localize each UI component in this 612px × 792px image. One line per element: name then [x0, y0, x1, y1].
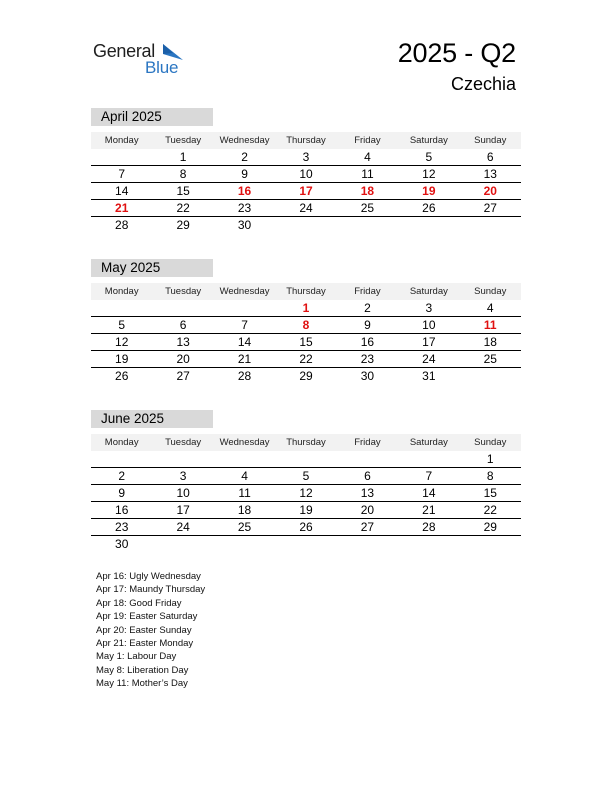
day-cell: [91, 451, 152, 467]
day-cell: [275, 536, 336, 552]
page-title: 2025 - Q2: [397, 38, 516, 68]
weekday-label: Thursday: [286, 135, 326, 146]
day-cell: 7: [241, 318, 248, 332]
holiday-note: May 1: Labour Day: [96, 651, 177, 663]
day-cell: 5: [425, 150, 433, 164]
day-cell: 4: [486, 301, 494, 315]
day-cell: 12: [422, 167, 436, 181]
week-row: [91, 368, 521, 384]
holiday-note: Apr 20: Easter Sunday: [96, 624, 192, 636]
day-cell: 24: [176, 520, 190, 534]
day-cell: [152, 451, 213, 467]
day-cell: 12: [115, 335, 129, 349]
holiday-note: Apr 17: Maundy Thursday: [96, 584, 206, 596]
week-row: [91, 317, 521, 334]
week-row: [91, 519, 521, 536]
day-cell: 24: [422, 352, 436, 366]
day-cell: 7: [425, 469, 433, 483]
day-cell: 6: [364, 469, 371, 483]
day-cell: 11: [238, 486, 251, 500]
day-cell: 1: [179, 150, 187, 164]
day-cell: 16: [360, 335, 375, 349]
day-cell: 8: [179, 167, 187, 181]
day-cell: 30: [360, 369, 375, 383]
holiday-note: Apr 19: Easter Saturday: [96, 611, 198, 623]
day-cell: [460, 217, 521, 233]
day-cell: 26: [115, 369, 129, 383]
week-row: [91, 183, 521, 200]
day-cell: 19: [422, 184, 436, 198]
weekday-label: Monday: [104, 437, 139, 448]
day-cell: 28: [422, 520, 436, 534]
logo-blue-text: Blue: [145, 58, 179, 77]
day-cell: [91, 149, 152, 165]
country-name: Czechia: [450, 74, 516, 94]
weekday-label: Thursday: [286, 286, 326, 297]
day-cell: 29: [299, 369, 313, 383]
week-row: [91, 217, 521, 233]
day-cell: 30: [115, 537, 129, 551]
day-cell: 6: [486, 150, 494, 164]
day-cell: 6: [179, 318, 187, 332]
day-cell: 26: [422, 201, 436, 215]
day-cell: 21: [422, 503, 436, 517]
day-cell: 13: [176, 335, 190, 349]
month-may: [91, 259, 521, 384]
day-cell: 3: [425, 301, 433, 315]
day-cell: 10: [176, 486, 190, 500]
weekday-label: Thursday: [286, 437, 326, 448]
day-cell: 22: [176, 201, 190, 215]
holiday-list: [96, 570, 205, 691]
week-row: [91, 149, 521, 166]
day-cell: [398, 217, 459, 233]
day-cell: 15: [176, 184, 190, 198]
week-row: [91, 485, 521, 502]
day-cell: 9: [364, 318, 371, 332]
day-cell: 29: [176, 218, 190, 232]
week-row: [91, 200, 521, 217]
day-cell: 18: [360, 184, 375, 198]
weekday-label: Sunday: [474, 286, 507, 297]
day-cell: 22: [483, 503, 497, 517]
day-cell: 13: [483, 167, 497, 181]
weekday-header: [91, 132, 521, 149]
day-cell: 14: [237, 335, 252, 349]
day-cell: 11: [483, 318, 497, 332]
day-cell: 2: [364, 301, 371, 315]
holiday-note: Apr 16: Ugly Wednesday: [96, 571, 201, 582]
day-cell: 16: [237, 184, 252, 198]
day-cell: 30: [237, 218, 252, 232]
day-cell: 14: [422, 486, 436, 500]
day-cell: 27: [176, 369, 190, 383]
day-cell: 18: [237, 503, 252, 517]
day-cell: 11: [361, 167, 374, 181]
day-cell: 29: [483, 520, 497, 534]
day-cell: 16: [115, 503, 129, 517]
month-title: April 2025: [91, 108, 213, 126]
weekday-label: Wednesday: [219, 437, 270, 448]
day-cell: 3: [302, 150, 310, 164]
week-row: [91, 536, 521, 552]
holiday-note: Apr 21: Easter Monday: [96, 638, 194, 650]
day-cell: 13: [360, 486, 375, 500]
weekday-label: Monday: [104, 286, 139, 297]
weekday-label: Saturday: [409, 135, 448, 146]
day-cell: 1: [302, 301, 310, 315]
day-cell: 17: [422, 335, 436, 349]
day-cell: 2: [241, 150, 248, 164]
week-rows: [91, 451, 521, 552]
day-cell: [275, 451, 336, 467]
day-cell: [214, 300, 275, 316]
day-cell: 24: [299, 201, 313, 215]
day-cell: 25: [360, 201, 375, 215]
weekday-label: Friday: [354, 437, 381, 448]
weekday-header: [91, 434, 521, 451]
day-cell: 25: [237, 520, 252, 534]
day-cell: 12: [299, 486, 313, 500]
weekday-label: Friday: [354, 135, 381, 146]
weekday-label: Tuesday: [165, 286, 202, 297]
month-june: [91, 410, 521, 552]
week-rows: [91, 300, 521, 384]
day-cell: 19: [299, 503, 313, 517]
day-cell: [337, 451, 398, 467]
week-row: [91, 351, 521, 368]
weekday-header: [91, 283, 521, 300]
day-cell: 20: [483, 184, 497, 198]
day-cell: 28: [237, 369, 252, 383]
weekday-label: Saturday: [409, 437, 448, 448]
day-cell: 8: [486, 469, 494, 483]
day-cell: [91, 300, 152, 316]
week-row: [91, 300, 521, 317]
day-cell: 7: [118, 167, 126, 181]
day-cell: [337, 536, 398, 552]
weekday-label: Wednesday: [219, 286, 270, 297]
holiday-note: Apr 18: Good Friday: [96, 597, 182, 609]
day-cell: [214, 451, 275, 467]
day-cell: 23: [360, 352, 375, 366]
day-cell: 9: [118, 486, 126, 500]
day-cell: 9: [241, 167, 248, 181]
month-april: [91, 108, 521, 233]
day-cell: [398, 536, 459, 552]
day-cell: [460, 536, 521, 552]
day-cell: 21: [237, 352, 252, 366]
weekday-label: Friday: [354, 286, 381, 297]
day-cell: 10: [299, 167, 313, 181]
day-cell: 22: [299, 352, 313, 366]
logo-general-text: General: [93, 41, 155, 61]
day-cell: [460, 368, 521, 384]
weekday-label: Saturday: [409, 286, 448, 297]
day-cell: 28: [115, 218, 129, 232]
day-cell: 26: [299, 520, 313, 534]
week-row: [91, 166, 521, 183]
day-cell: [275, 217, 336, 233]
day-cell: 3: [179, 469, 187, 483]
weekday-label: Sunday: [474, 437, 507, 448]
weekday-label: Sunday: [474, 135, 507, 146]
day-cell: 2: [118, 469, 126, 483]
day-cell: 20: [176, 352, 190, 366]
day-cell: 1: [486, 452, 494, 466]
day-cell: [398, 451, 459, 467]
day-cell: 31: [422, 369, 436, 383]
day-cell: 17: [176, 503, 190, 517]
day-cell: 5: [302, 469, 310, 483]
weekday-label: Monday: [104, 135, 139, 146]
day-cell: 20: [360, 503, 375, 517]
day-cell: 8: [302, 318, 310, 332]
month-title: June 2025: [91, 410, 213, 428]
day-cell: 25: [483, 352, 497, 366]
weekday-label: Tuesday: [165, 437, 202, 448]
day-cell: 27: [483, 201, 497, 215]
weekday-label: Tuesday: [165, 135, 202, 146]
holiday-note: May 8: Liberation Day: [96, 664, 189, 676]
day-cell: 18: [483, 335, 497, 349]
day-cell: [214, 536, 275, 552]
day-cell: 15: [483, 486, 497, 500]
day-cell: 23: [115, 520, 129, 534]
week-rows: [91, 149, 521, 233]
day-cell: [152, 536, 213, 552]
holiday-note: May 11: Mother’s Day: [96, 678, 188, 690]
week-row: [91, 334, 521, 351]
week-row: [91, 451, 521, 468]
month-title: May 2025: [91, 259, 213, 277]
week-row: [91, 502, 521, 519]
day-cell: 27: [360, 520, 375, 534]
day-cell: 19: [115, 352, 129, 366]
logo: [93, 40, 193, 80]
day-cell: [337, 217, 398, 233]
day-cell: 10: [422, 318, 436, 332]
day-cell: 5: [118, 318, 126, 332]
day-cell: 4: [241, 469, 248, 483]
day-cell: 23: [237, 201, 252, 215]
day-cell: 4: [364, 150, 371, 164]
logo-triangle-icon: [161, 44, 183, 60]
week-row: [91, 468, 521, 485]
day-cell: [152, 300, 213, 316]
day-cell: 15: [299, 335, 313, 349]
day-cell: 17: [299, 184, 313, 198]
day-cell: 21: [115, 201, 129, 215]
weekday-label: Wednesday: [219, 135, 270, 146]
day-cell: 14: [115, 184, 129, 198]
